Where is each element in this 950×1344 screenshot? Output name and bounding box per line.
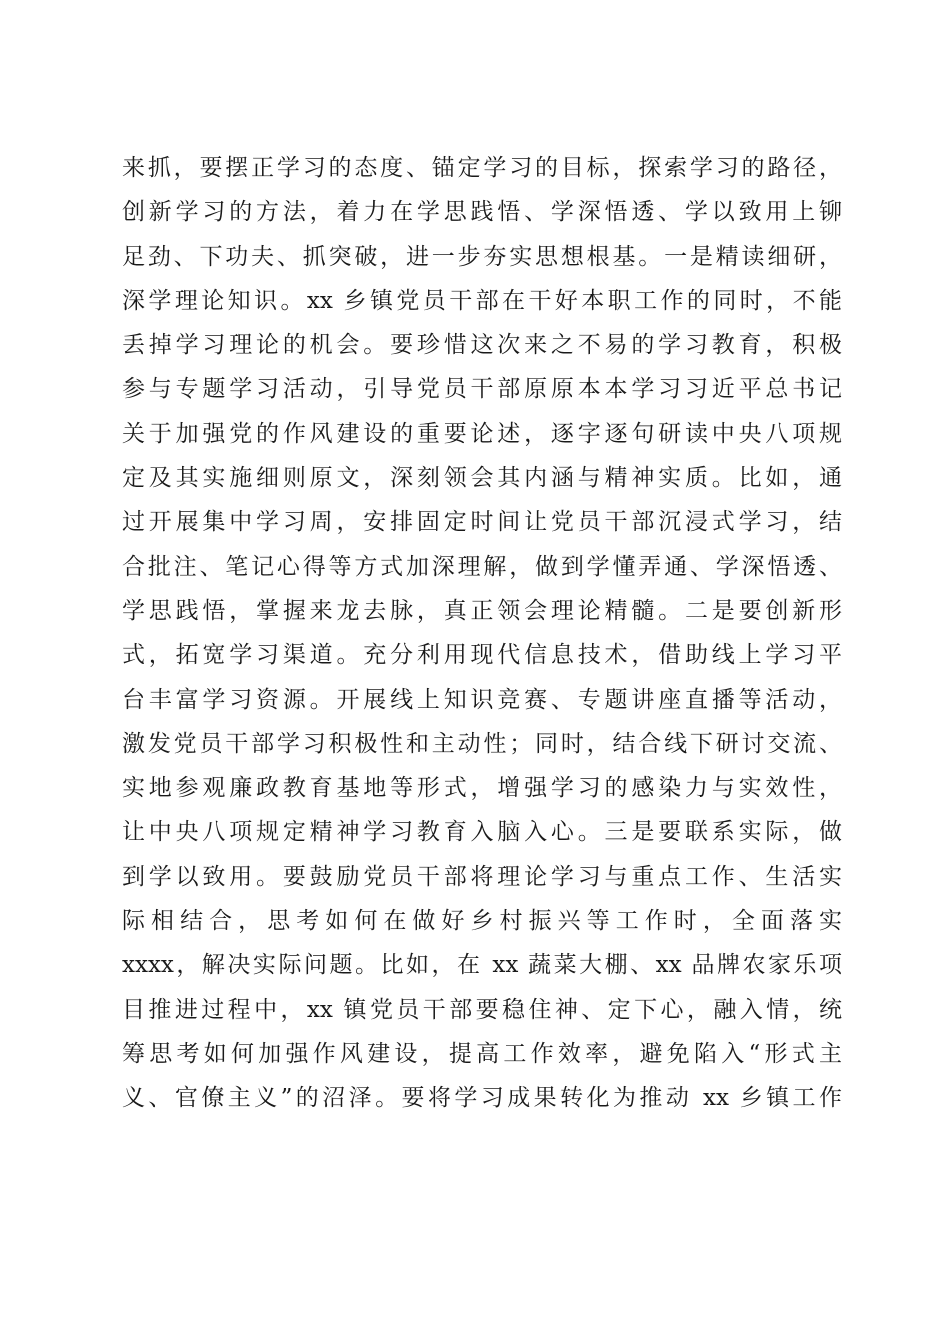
text-line: 际相结合，思考如何在做好乡村振兴等工作时，全面落实 <box>122 908 842 935</box>
text-line: 让中央八项规定精神学习教育入脑入心。三是要联系实际，做 <box>122 819 842 846</box>
text-line: 足劲、下功夫、抓突破，进一步夯实思想根基。一是精读细研， <box>122 243 842 270</box>
text-line: 台丰富学习资源。开展线上知识竞赛、专题讲座直播等活动， <box>122 686 842 713</box>
text-line: 定及其实施细则原文，深刻领会其内涵与精神实质。比如，通 <box>122 465 842 492</box>
text-line: 目推进过程中，xx 镇党员干部要稳住神、定下心，融入情，统 <box>122 996 842 1023</box>
text-line: 深学理论知识。xx 乡镇党员干部在干好本职工作的同时，不能 <box>122 287 842 314</box>
text-line: 合批注、笔记心得等方式加深理解，做到学懂弄通、学深悟透、 <box>122 553 842 580</box>
text-line: 式，拓宽学习渠道。充分利用现代信息技术，借助线上学习平 <box>122 642 842 669</box>
text-line: 来抓，要摆正学习的态度、锚定学习的目标，探索学习的路径， <box>122 155 842 181</box>
text-line: 关于加强党的作风建设的重要论述，逐字逐句研读中央八项规 <box>122 420 842 447</box>
text-line: 参与专题学习活动，引导党员干部原原本本学习习近平总书记 <box>122 376 842 403</box>
text-line: xxxx，解决实际问题。比如，在 xx 蔬菜大棚、xx 品牌农家乐项 <box>122 952 842 979</box>
text-line: 到学以致用。要鼓励党员干部将理论学习与重点工作、生活实 <box>122 863 842 890</box>
text-line: 义、官僚主义”的沼泽。要将学习成果转化为推动 xx 乡镇工作 <box>122 1085 842 1112</box>
body-paragraph <box>122 146 842 1121</box>
text-line: 筹思考如何加强作风建设，提高工作效率，避免陷入“形式主 <box>122 1040 842 1067</box>
text-line: 过开展集中学习周，安排固定时间让党员干部沉浸式学习，结 <box>122 509 842 536</box>
text-line: 实地参观廉政教育基地等形式，增强学习的感染力与实效性， <box>122 775 842 802</box>
text-line: 创新学习的方法，着力在学思践悟、学深悟透、学以致用上铆 <box>122 199 842 226</box>
text-line: 学思践悟，掌握来龙去脉，真正领会理论精髓。二是要创新形 <box>122 597 842 624</box>
text-line: 激发党员干部学习积极性和主动性；同时，结合线下研讨交流、 <box>122 730 842 757</box>
text-line: 丢掉学习理论的机会。要珍惜这次来之不易的学习教育，积极 <box>122 332 842 359</box>
